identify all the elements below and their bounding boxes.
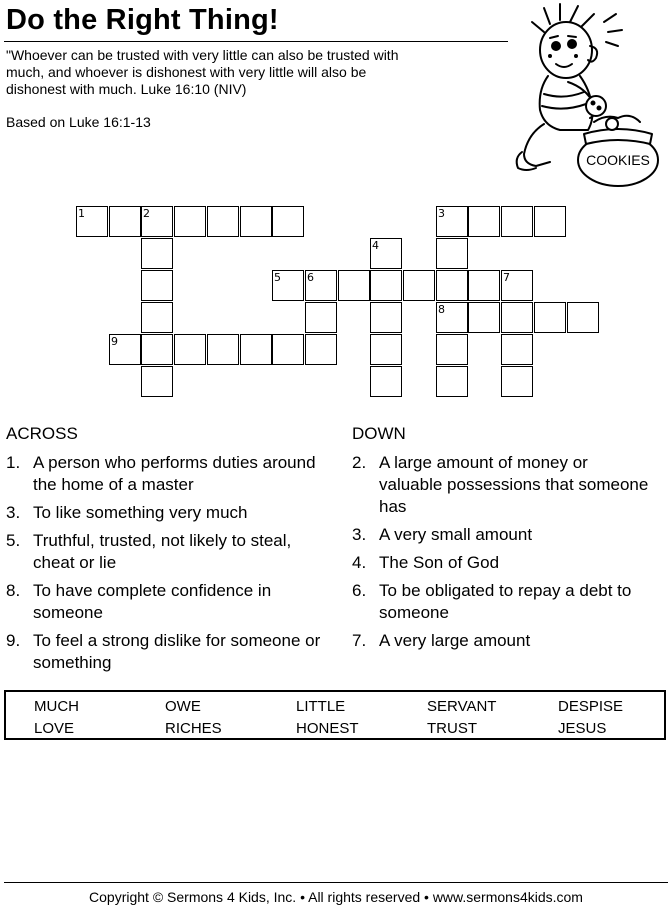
clue-text: A very small amount: [379, 525, 533, 544]
crossword-cell[interactable]: [109, 206, 141, 237]
crossword-cell[interactable]: [436, 366, 468, 397]
crossword-cell[interactable]: [501, 206, 533, 237]
verse-line: much, and whoever is dishonest with very little will also be: [6, 64, 367, 80]
crossword-cell[interactable]: [272, 334, 304, 365]
word-bank-word: SERVANT: [427, 698, 497, 715]
word-bank-word: RICHES: [165, 720, 222, 737]
word-bank-word: JESUS: [558, 720, 607, 737]
crossword-cell[interactable]: [174, 334, 206, 365]
clue-number-label: 2: [143, 207, 150, 220]
clue-text: The Son of God: [379, 553, 500, 572]
clue-across-3: [6, 502, 336, 524]
crossword-cell[interactable]: [141, 238, 173, 269]
word-bank: [4, 690, 666, 740]
crossword-cell[interactable]: [468, 206, 500, 237]
across-clues: [6, 452, 336, 680]
crossword-cell[interactable]: [436, 238, 468, 269]
clue-across-9: [6, 630, 336, 674]
crossword-cell[interactable]: [141, 366, 173, 397]
crossword-cell[interactable]: [109, 334, 141, 365]
crossword-cell[interactable]: [534, 206, 566, 237]
crossword-cell[interactable]: [436, 302, 468, 333]
crossword-cell[interactable]: [240, 334, 272, 365]
crossword-cell[interactable]: [370, 270, 402, 301]
crossword-cell[interactable]: [305, 302, 337, 333]
title-underline: [4, 41, 508, 42]
crossword-cell[interactable]: [468, 270, 500, 301]
clue-text: To have complete confidence in someone: [33, 581, 272, 622]
footer-divider: [4, 882, 668, 883]
clue-number: 3.: [352, 525, 367, 544]
clue-text: Truthful, trusted, not likely to steal, cheat or lie: [33, 531, 292, 572]
clue-number-label: 9: [111, 335, 118, 348]
crossword-cell[interactable]: [141, 334, 173, 365]
crossword-cell[interactable]: [141, 270, 173, 301]
crossword-cell[interactable]: [207, 334, 239, 365]
clue-text: A large amount of money or valuable possessions that someone has: [379, 453, 649, 516]
copyright-footer: Copyright © Sermons 4 Kids, Inc. • All rights reserved • www.sermons4kids.com: [89, 889, 583, 905]
clue-number: 1.: [6, 453, 21, 472]
word-bank-word: LOVE: [34, 720, 75, 737]
crossword-cell[interactable]: [370, 366, 402, 397]
clue-number-label: 4: [372, 239, 379, 252]
clue-number-label: 6: [307, 271, 314, 284]
bible-verse: [6, 47, 506, 98]
crossword-cell[interactable]: [76, 206, 108, 237]
crossword-cell[interactable]: [272, 206, 304, 237]
crossword-cell[interactable]: [501, 302, 533, 333]
clue-number: 7.: [352, 631, 367, 650]
clue-text: To like something very much: [33, 503, 248, 522]
down-heading: DOWN: [352, 424, 406, 443]
clue-number-label: 3: [438, 207, 445, 220]
word-bank-word: OWE: [165, 698, 201, 715]
clue-number-label: 5: [274, 271, 281, 284]
crossword-cell[interactable]: [370, 302, 402, 333]
clue-number: 3.: [6, 503, 21, 522]
clue-number: 6.: [352, 581, 367, 600]
crossword-cell[interactable]: [468, 302, 500, 333]
clue-text: To be obligated to repay a debt to someone: [379, 581, 632, 622]
crossword-cell[interactable]: [370, 238, 402, 269]
crossword-cell[interactable]: [567, 302, 599, 333]
page-title: Do the Right Thing!: [6, 4, 279, 36]
clue-number-label: 7: [503, 271, 510, 284]
clue-across-8: [6, 580, 336, 624]
clue-across-1: [6, 452, 336, 496]
word-bank-word: TRUST: [427, 720, 477, 737]
word-bank-word: HONEST: [296, 720, 359, 737]
clue-text: To feel a strong dislike for someone or something: [33, 631, 321, 672]
crossword-cell[interactable]: [141, 302, 173, 333]
clue-number: 9.: [6, 631, 21, 650]
boy-with-cookie-jar-icon: [510, 2, 660, 190]
verse-line: "Whoever can be trusted with very little can also be trusted with: [6, 47, 399, 63]
crossword-cell[interactable]: [403, 270, 435, 301]
crossword-cell[interactable]: [501, 366, 533, 397]
across-heading: ACROSS: [6, 424, 78, 443]
clue-down-7: [352, 630, 652, 652]
crossword-cell[interactable]: [141, 206, 173, 237]
verse-line: dishonest with much. Luke 16:10 (NIV): [6, 81, 247, 97]
crossword-cell[interactable]: [305, 334, 337, 365]
clue-number: 8.: [6, 581, 21, 600]
clue-across-5: [6, 530, 336, 574]
clue-text: A very large amount: [379, 631, 531, 650]
crossword-cell[interactable]: [534, 302, 566, 333]
clue-number: 5.: [6, 531, 21, 550]
crossword-cell[interactable]: [240, 206, 272, 237]
scripture-reference: Based on Luke 16:1-13: [6, 114, 151, 130]
clue-number-label: 8: [438, 303, 445, 316]
crossword-cell[interactable]: [174, 206, 206, 237]
clue-down-6: [352, 580, 652, 624]
clue-number: 4.: [352, 553, 367, 572]
crossword-cell[interactable]: [272, 270, 304, 301]
clue-number-label: 1: [78, 207, 85, 220]
crossword-cell[interactable]: [338, 270, 370, 301]
clue-down-2: [352, 452, 652, 518]
word-bank-word: LITTLE: [296, 698, 346, 715]
clue-down-3: [352, 524, 652, 546]
crossword-cell[interactable]: [305, 270, 337, 301]
word-bank-word: MUCH: [34, 698, 79, 715]
crossword-cell[interactable]: [436, 206, 468, 237]
crossword-cell[interactable]: [436, 270, 468, 301]
clue-number: 2.: [352, 453, 367, 472]
crossword-cell[interactable]: [501, 334, 533, 365]
crossword-cell[interactable]: [207, 206, 239, 237]
word-bank-word: DESPISE: [558, 698, 624, 715]
down-clues: [352, 452, 652, 658]
crossword-cell[interactable]: [370, 334, 402, 365]
clue-down-4: [352, 552, 652, 574]
crossword-cell[interactable]: [436, 334, 468, 365]
clue-text: A person who performs duties around the home of a master: [33, 453, 316, 494]
cookie-jar-label: COOKIES: [586, 152, 650, 168]
crossword-cell[interactable]: [501, 270, 533, 301]
